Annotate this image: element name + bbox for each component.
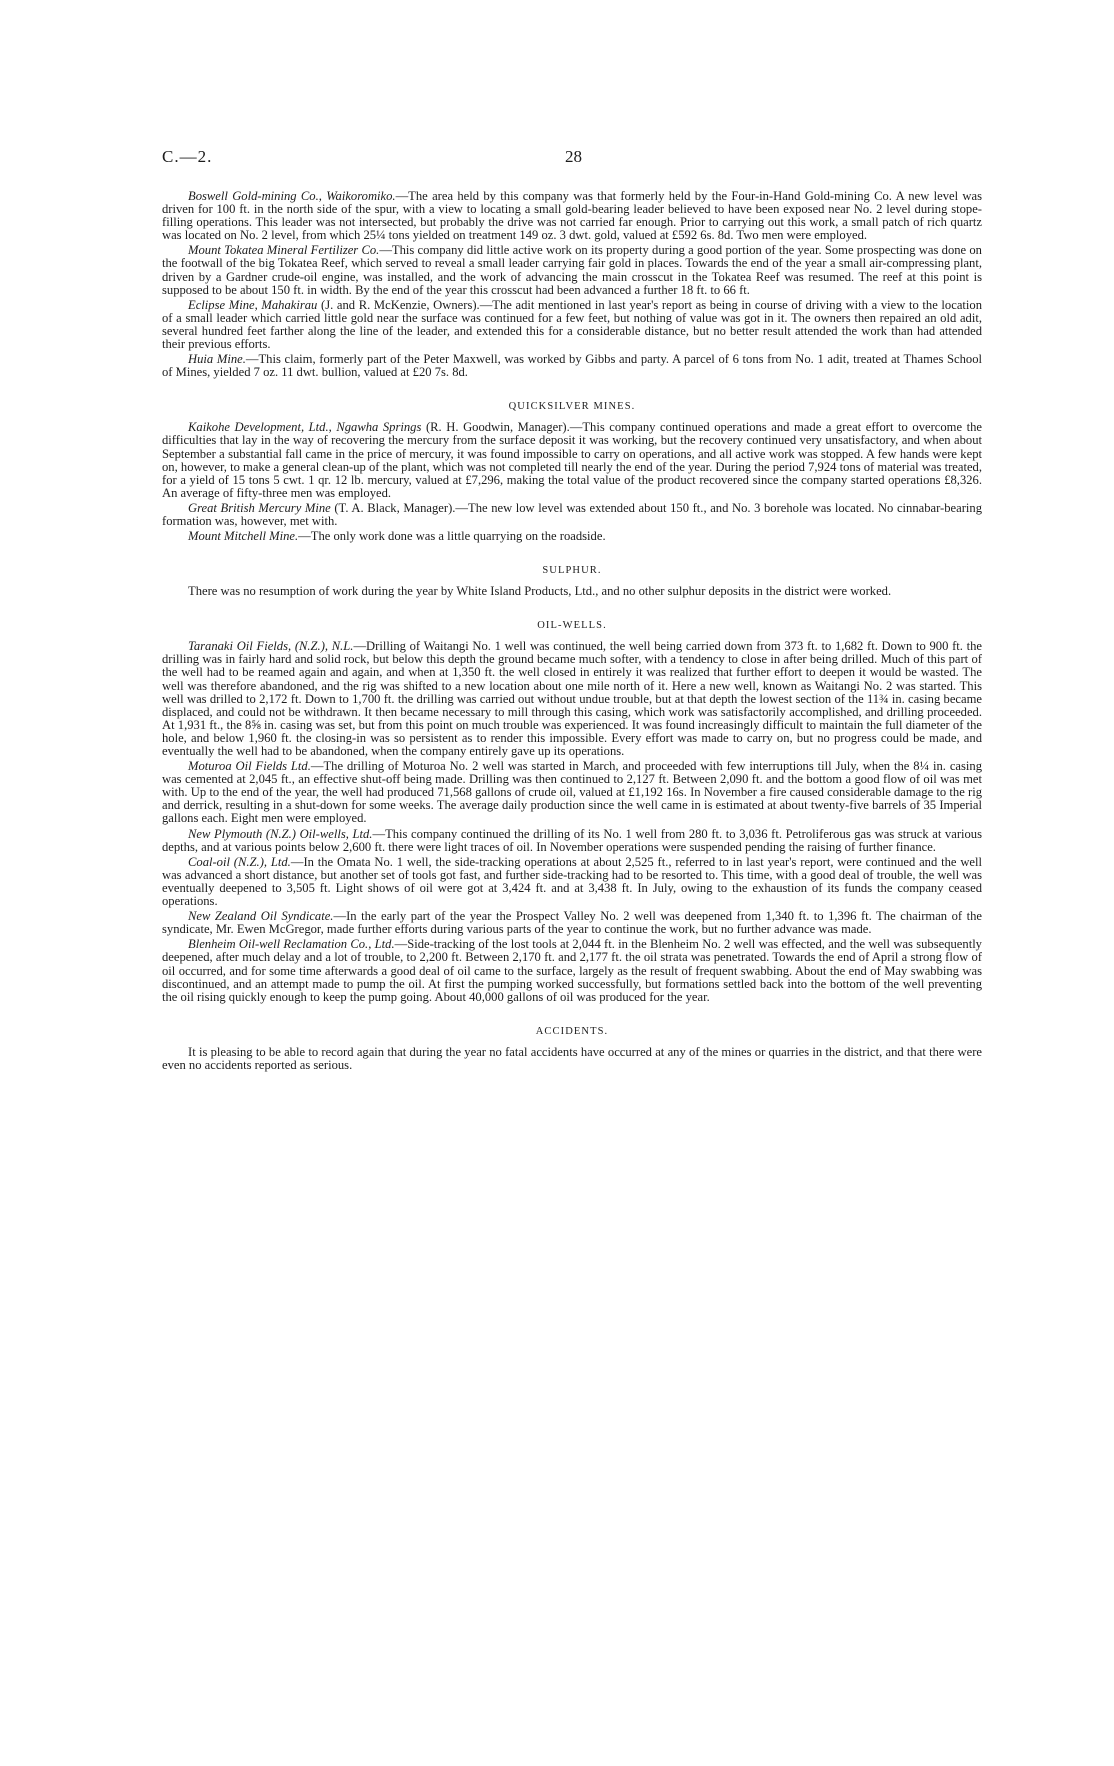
section-oil-wells [162, 620, 982, 1004]
paragraph-body: (T. A. Black, Manager).—The new low level was extended about 150 ft., and No. 3 borehole was located. No cinnabar-bearing formation was, however, met with. [162, 500, 982, 528]
paragraph-title: Taranaki Oil Fields, (N.Z.), N.L. [188, 639, 354, 654]
paragraph-accidents [162, 1046, 982, 1072]
paragraph-body: —Side-tracking of the lost tools at 2,044 ft. in the Blenheim No. 2 well was effected, and the well was subsequently deepened, after much delay and a lot of trouble, to 2,200 ft. Between 2,170 ft. and 2,177 ft. the oil strata was penetrated. Towards the end of April a strong flow of oil occurred, and for some time afterwards a good deal of oil came to the surface, largely as the result of frequent swabbing. About the end of May swabbing was discontinued, and an attempt made to pump the oil. At first the pumping worked successfully, but formations settled back into the bottom of the well preventing the oil rising quickly enough to keep the pump going. About 40,000 gallons of oil was produced for the year. [162, 937, 982, 1004]
paragraph-body: It is pleasing to be able to record again that during the year no fatal accidents have occurred at any of the mines or quarries in the district, and that there were even no accidents reported as serious. [162, 1044, 982, 1072]
paragraph-body: —In the Omata No. 1 well, the side-tracking operations at about 2,525 ft., referred to in last year's report, were continued and the well was advanced a short distance, but another set of tools got fast, and further side-tracking had to be resorted to. This time, with a good deal of trouble, the well was eventually deepened to 3,505 ft. Light shows of oil were got at 3,424 ft. and at 3,438 ft. In July, owing to the exhaustion of its funds the company ceased operations. [162, 854, 983, 909]
paragraph-body: —The drilling of Moturoa No. 2 well was started in March, and proceeded with few interruptions till July, when the 8¼ in. casing was cemented at 2,045 ft., an effective shut-off being made. Drilling was then continued to 2,127 ft. Between 2,090 ft. and the bottom a good flow of oil was met with. Up to the end of the year, the well had produced 71,568 gallons of crude oil, valued at £1,192 16s. In November a fire caused considerable damage to the rig and derrick, resulting in a shut-down for some weeks. The average daily production since the well came in is estimated at about twenty-five barrels of 35 Imperial gallons each. Eight men were employed. [162, 759, 982, 826]
paragraph-huia-mine [162, 353, 982, 379]
section-quicksilver-mines [162, 401, 982, 543]
section-heading: QUICKSILVER MINES. [508, 401, 636, 413]
paragraph-title: Kaikohe Development, Ltd., Ngawha Springs [188, 420, 422, 435]
paragraph-body: —This company continued the drilling of its No. 1 well from 280 ft. to 3,036 ft. Petroliferous gas was struck at various depths, and at various points below 2,600 ft. there were light traces of oil. In November operations were suspended pending the raising of further finance. [162, 826, 983, 854]
paragraph-body: There was no resumption of work during the year by White Island Products, Ltd., and no other sulphur deposits in the district were worked. [188, 584, 892, 599]
paragraph-kaikohe [162, 421, 982, 500]
paragraph-body: —Drilling of Waitangi No. 1 well was continued, the well being carried down from 373 ft. to 1,682 ft. Down to 900 ft. the drilling was in fairly hard and solid rock, but below this depth the ground became much softer, with a tendency to close in after being drilled. Much of this part of the well had to be reamed again and again, and when at 1,350 ft. the well closed in entirely it was realized that further effort to deepen it would be wasted. The well was therefore abandoned, and the rig was shifted to a new location about one mile north of it. Here a new well, known as Waitangi No. 2 was started. This well was drilled to 2,172 ft. Down to 1,700 ft. the drilling was carried out without undue trouble, but at that depth the lowest section of the 11¾ in. casing became displaced, and could not be withdrawn. It then became necessary to mill through this casing, which work was satisfactorily accomplished, and drilling proceeded. At 1,931 ft., the 8⅝ in. casing was set, but from this point on much trouble was experienced. It was found increasingly difficult to maintain the full diameter of the hole, and below 1,960 ft. the closing-in was so persistent as to render this impossible. Every effort was made to carry on, but no progress could be made, and eventually the well had to be abandoned, when the company entirely gave up its operations. [162, 639, 982, 758]
paragraph-mount-tokatea [162, 244, 982, 296]
paragraph-mount-mitchell [162, 530, 982, 543]
section-heading: OIL-WELLS. [537, 620, 607, 632]
section-heading: SULPHUR. [542, 565, 602, 577]
paragraph-title: New Zealand Oil Syndicate. [188, 909, 334, 924]
paragraph-body: —The area held by this company was that formerly held by the Four-in-Hand Gold-mining Co. A new level was driven for 100 ft. in the north side of the spur, with a view to locating a small gold-bearing leader believed to have been exposed near No. 2 level during stope-filling operations. This leader was not intersected, but probably the drive was not carried far enough. Prior to carrying out this work, a small patch of rich quartz was located on No. 2 level, from which 25¼ tons yielded on treatment 149 oz. 3 dwt. gold, valued at £592 6s. 8d. Two men were employed. [162, 189, 982, 243]
paragraph-body: —This company did little active work on its property during a good portion of the year. Some prospecting was done on the footwall of the big Tokatea Reef, which served to reveal a small leader carrying fair gold in places. Towards the end of the year a small air-compressing plant, driven by a Gardner crude-oil engine, was installed, and the work of advancing the main crosscut in the Tokatea Reef was resumed. The reef at this point is supposed to be about 150 ft. in width. By the end of the year this crosscut had been advanced a further 18 ft. to 66 ft. [162, 243, 982, 297]
paragraph-title: Coal-oil (N.Z.), Ltd. [188, 854, 291, 869]
paragraph-sulphur [162, 585, 982, 598]
paragraph-title: New Plymouth (N.Z.) Oil-wells, Ltd. [188, 826, 373, 841]
paragraph-body: —This claim, formerly part of the Peter Maxwell, was worked by Gibbs and party. A parcel of 6 tons from No. 1 adit, treated at Thames School of Mines, yielded 7 oz. 11 dwt. bullion, valued at £20 7s. 8d. [162, 352, 982, 380]
paragraph-body: —The only work done was a little quarrying on the roadside. [298, 529, 606, 544]
paragraph-title: Eclipse Mine, Mahakirau [188, 297, 318, 312]
section-accidents [162, 1026, 982, 1072]
paragraph-body: (J. and R. McKenzie, Owners).—The adit mentioned in last year's report as being in course of driving with a view to the location of a small leader which carried little gold near the surface was continued for a few feet, but nothing of value was got in it. The owners then repaired an old adit, several hundred feet farther along the line of the leader, and extended this for a considerable distance, but no better result attended the work than had attended their previous efforts. [162, 297, 982, 352]
paragraph-title: Mount Mitchell Mine. [188, 529, 299, 544]
page-header [162, 147, 982, 171]
paragraph-title: Huia Mine. [188, 352, 246, 367]
paragraph-blenheim [162, 938, 982, 1003]
paragraph-title: Boswell Gold-mining Co., Waikoromiko. [188, 189, 396, 203]
paragraph-new-plymouth [162, 828, 982, 854]
paragraph-nz-oil-syndicate [162, 910, 982, 936]
paragraph-moturoa [162, 760, 982, 825]
paragraph-taranaki [162, 640, 982, 758]
paragraph-great-british [162, 502, 982, 528]
paragraph-title: Moturoa Oil Fields Ltd. [188, 759, 311, 774]
paragraph-title: Blenheim Oil-well Reclamation Co., Ltd. [188, 937, 395, 952]
paragraph-body: —In the early part of the year the Prospect Valley No. 2 well was deepened from 1,340 ft. to 1,396 ft. The chairman of the syndicate, Mr. Ewen McGregor, made further efforts during various parts of the year to continue the work, but no further advance was made. [162, 909, 983, 937]
page-number: 28 [565, 147, 582, 166]
paragraph-coal-oil [162, 856, 982, 908]
document-reference: C.—2. [162, 147, 213, 166]
paragraph-title: Mount Tokatea Mineral Fertilizer Co. [188, 243, 380, 258]
paragraph-title: Great British Mercury Mine [188, 500, 331, 515]
section-heading: ACCIDENTS. [535, 1025, 609, 1037]
section-gold-mining [162, 190, 982, 379]
paragraph-body: (R. H. Goodwin, Manager).—This company continued operations and made a great effort to overcome the difficulties that lay in the way of recovering the mercury from the surface deposit it was working, but the recovery continued very unsatisfactory, and when about September a substantial fall came in the price of mercury, it was found impossible to carry on operations, and all active work was stopped. A few hands were kept on, however, to make a general clean-up of the plant, which was not completed till nearly the end of the year. During the period 7,924 tons of material was treated, for a yield of 15 tons 5 cwt. 1 qr. 12 lb. mercury, valued at £7,296, making the total value of the product recovered since the company started operations £8,326. An average of fifty-three men was employed. [162, 420, 982, 500]
paragraph-boswell [162, 190, 982, 242]
paragraph-eclipse-mine [162, 299, 982, 351]
section-sulphur [162, 565, 982, 598]
page-body [162, 190, 982, 1074]
